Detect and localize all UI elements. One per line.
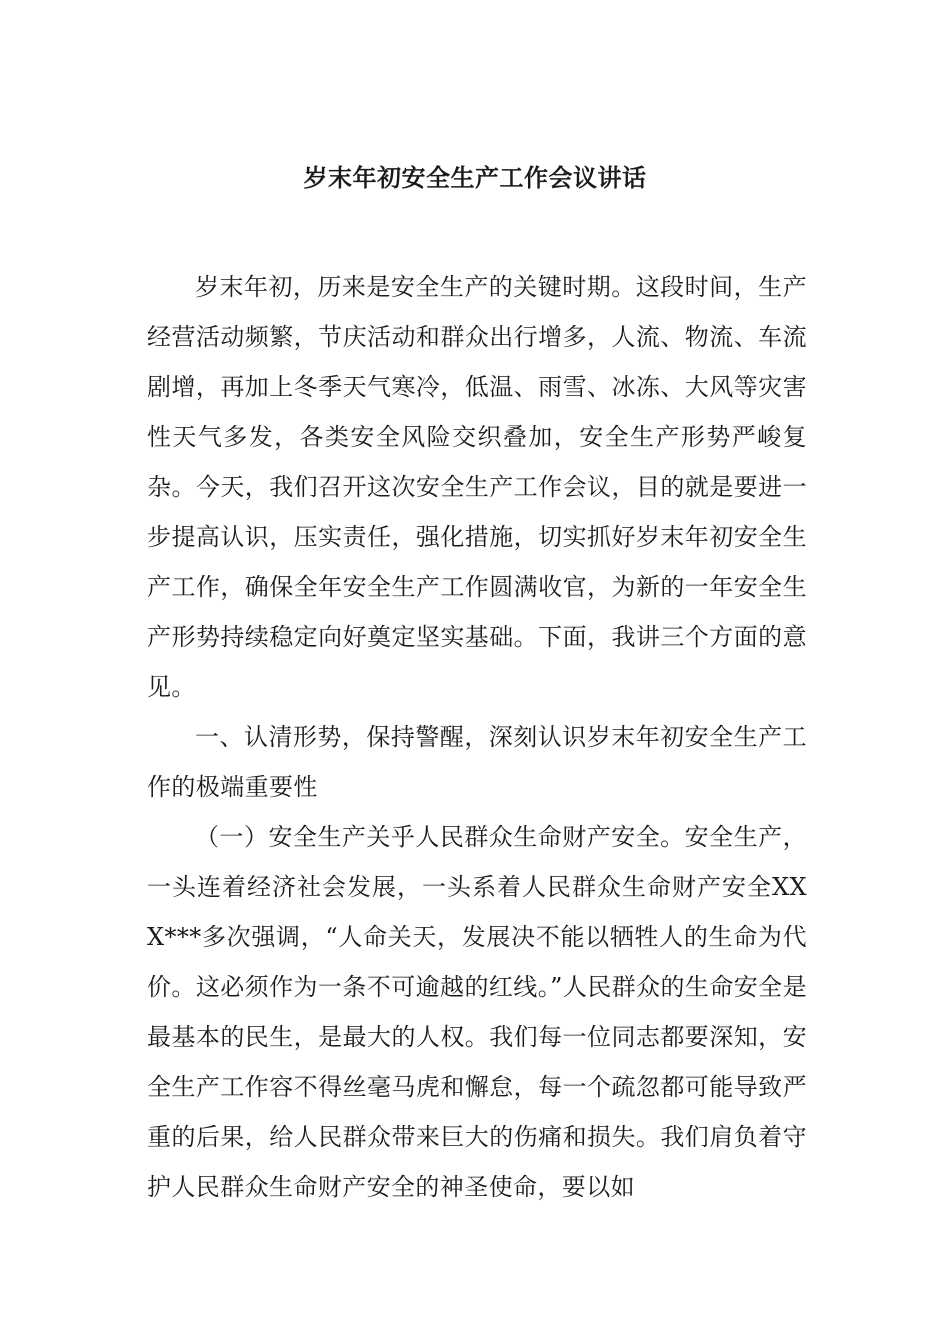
document-title: 岁末年初安全生产工作会议讲话 — [303, 163, 647, 192]
document-body — [147, 262, 807, 1212]
paragraph-subsection-1: （一）安全生产关乎人民群众生命财产安全。安全生产，一头连着经济社会发展，一头系着人民群众生命财产安全XXX***多次强调，“人命关天，发展决不能以牺牲人的生命为代价。这必须作为一条不可逾越的红线。”人民群众的生命安全是最基本的民生，是最大的人权。我们每一位同志都要深知，安全生产工作容不得丝毫马虎和懈怠，每一个疏忽都可能导致严重的后果，给人民群众带来巨大的伤痛和损失。我们肩负着守护人民群众生命财产安全的神圣使命，要以如 — [147, 823, 807, 1201]
paragraph-intro: 岁末年初，历来是安全生产的关键时期。这段时间，生产经营活动频繁，节庆活动和群众出行增多，人流、物流、车流剧增，再加上冬季天气寒冷，低温、雨雪、冰冻、大风等灾害性天气多发，各类安全风险交织叠加，安全生产形势严峻复杂。今天，我们召开这次安全生产工作会议，目的就是要进一步提高认识，压实责任，强化措施，切实抓好岁末年初安全生产工作，确保全年安全生产工作圆满收官，为新的一年安全生产形势持续稳定向好奠定坚实基础。下面，我讲三个方面的意见。 — [147, 273, 807, 701]
section-heading-1: 一、认清形势，保持警醒，深刻认识岁末年初安全生产工作的极端重要性 — [147, 723, 807, 801]
